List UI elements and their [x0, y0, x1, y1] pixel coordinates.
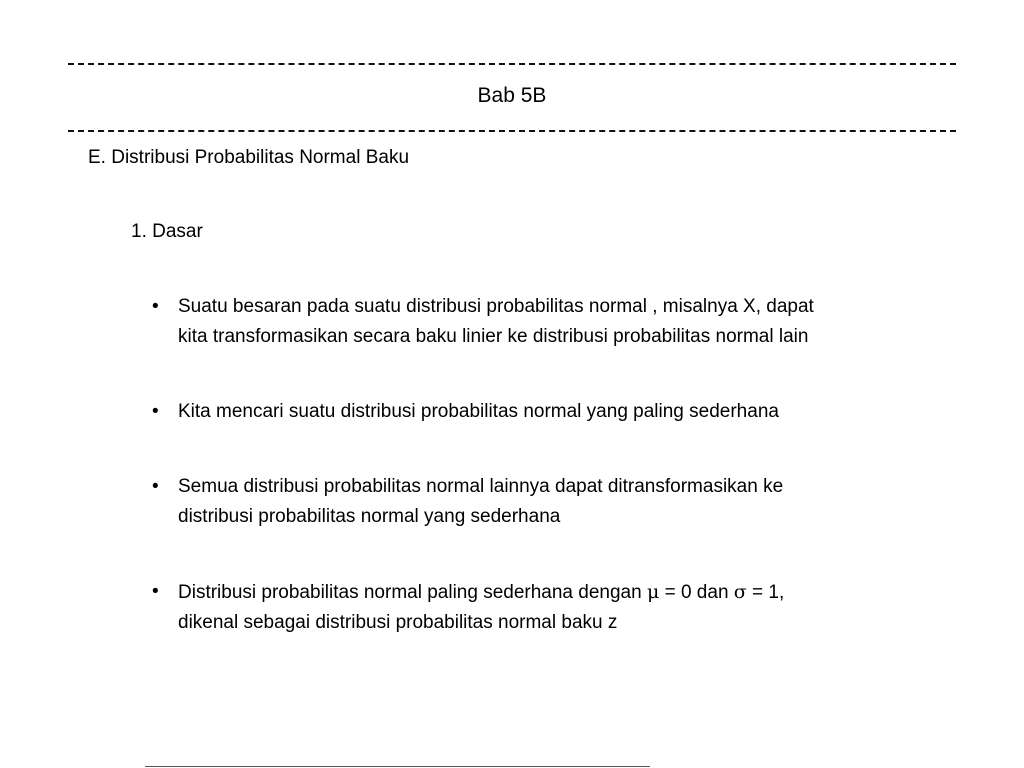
bullet-item — [150, 577, 980, 638]
bullet-text-line: dikenal sebagai distribusi probabilitas normal baku z — [178, 612, 618, 633]
sigma-symbol: σ — [733, 581, 747, 603]
bullet-text-middle: = 0 dan — [659, 582, 734, 603]
bullet-text-line — [178, 577, 980, 608]
bullet-text-line: distribusi probabilitas normal yang sederhana — [178, 506, 561, 527]
footer-rule — [145, 766, 650, 767]
bullet-text-prefix: Distribusi probabilitas normal paling sederhana dengan — [178, 582, 647, 603]
top-dashed-divider — [68, 63, 956, 65]
bullet-text-line: kita transformasikan secara baku linier ke distribusi probabilitas normal lain — [178, 326, 809, 347]
section-heading: E. Distribusi Probabilitas Normal Baku — [88, 147, 410, 168]
chapter-title: Bab 5B — [477, 84, 547, 107]
bullet-list — [150, 292, 980, 683]
bullet-text-line: • Suatu besaran pada suatu distribusi probabilitas normal , misalnya X, dapat — [178, 296, 814, 317]
subsection-heading: 1. Dasar — [131, 221, 203, 242]
bullet-text-line: • Semua distribusi probabilitas normal lainnya dapat ditransformasikan ke — [178, 476, 784, 497]
bullet-item — [150, 292, 980, 352]
mu-symbol: μ — [646, 581, 660, 603]
bullet-item — [150, 397, 980, 427]
bullet-text-suffix: = 1, — [746, 582, 785, 603]
bullet-text-line: • Kita mencari suatu distribusi probabilitas normal yang paling sederhana — [178, 401, 779, 422]
bullet-item — [150, 472, 980, 532]
bottom-dashed-divider — [68, 130, 956, 132]
